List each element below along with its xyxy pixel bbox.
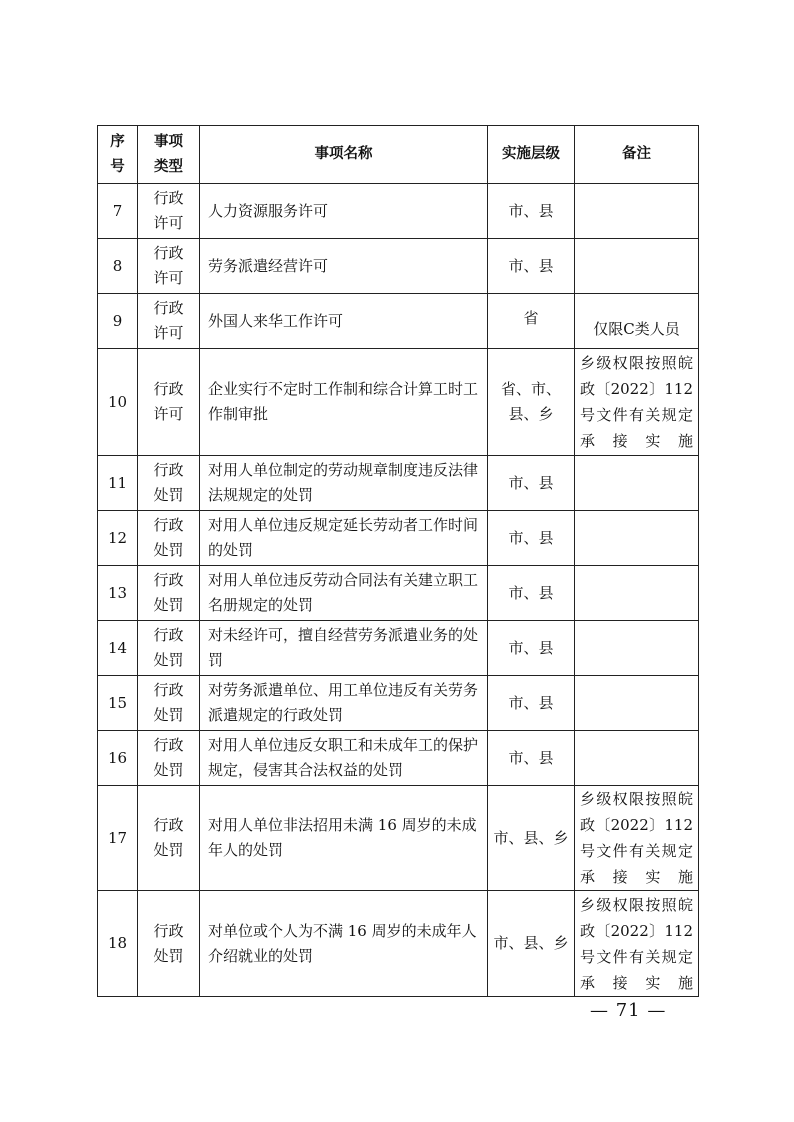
table-row [98, 731, 699, 786]
row-type: 行政处罚 [138, 621, 200, 676]
row-name: 外国人来华工作许可 [200, 294, 488, 349]
table-row [98, 676, 699, 731]
row-type: 行政处罚 [138, 566, 200, 621]
row-seq: 11 [98, 456, 138, 511]
table-row [98, 239, 699, 294]
row-level: 市、县 [488, 239, 575, 294]
row-seq: 15 [98, 676, 138, 731]
table-row [98, 566, 699, 621]
row-note: 仅限C类人员 [575, 294, 699, 349]
row-seq: 13 [98, 566, 138, 621]
row-level: 市、县 [488, 566, 575, 621]
row-type: 行政许可 [138, 349, 200, 456]
row-note [575, 621, 699, 676]
row-type: 行政许可 [138, 184, 200, 239]
row-type: 行政处罚 [138, 511, 200, 566]
row-level: 市、县 [488, 184, 575, 239]
row-type: 行政处罚 [138, 731, 200, 786]
row-level: 省、市、县、乡 [488, 349, 575, 456]
table-row [98, 511, 699, 566]
row-seq: 10 [98, 349, 138, 456]
row-seq: 17 [98, 786, 138, 891]
row-note: 乡级权限按照皖政〔2022〕112号文件有关规定承接实施 [575, 891, 699, 997]
row-name: 对用人单位违反劳动合同法有关建立职工名册规定的处罚 [200, 566, 488, 621]
row-note [575, 456, 699, 511]
row-seq: 14 [98, 621, 138, 676]
row-level: 市、县、乡 [488, 786, 575, 891]
row-level: 市、县 [488, 676, 575, 731]
row-level: 市、县 [488, 621, 575, 676]
row-seq: 7 [98, 184, 138, 239]
row-seq: 12 [98, 511, 138, 566]
row-level: 省 [488, 294, 575, 349]
row-name: 对单位或个人为不满 16 周岁的未成年人介绍就业的处罚 [200, 891, 488, 997]
header-seq: 序号 [98, 126, 138, 184]
row-type: 行政处罚 [138, 456, 200, 511]
row-name: 劳务派遣经营许可 [200, 239, 488, 294]
row-level: 市、县、乡 [488, 891, 575, 997]
row-name: 对用人单位制定的劳动规章制度违反法律法规规定的处罚 [200, 456, 488, 511]
row-name: 对劳务派遣单位、用工单位违反有关劳务派遣规定的行政处罚 [200, 676, 488, 731]
page-number: — 71 — [590, 1000, 667, 1021]
header-type: 事项类型 [138, 126, 200, 184]
row-note: 乡级权限按照皖政〔2022〕112号文件有关规定承接实施 [575, 786, 699, 891]
table-row [98, 184, 699, 239]
row-note [575, 239, 699, 294]
row-name: 企业实行不定时工作制和综合计算工时工作制审批 [200, 349, 488, 456]
row-seq: 16 [98, 731, 138, 786]
row-name: 对未经许可，擅自经营劳务派遣业务的处罚 [200, 621, 488, 676]
row-seq: 9 [98, 294, 138, 349]
table-row [98, 891, 699, 997]
table-row [98, 456, 699, 511]
row-note [575, 566, 699, 621]
row-type: 行政处罚 [138, 676, 200, 731]
row-name: 对用人单位违反女职工和未成年工的保护规定，侵害其合法权益的处罚 [200, 731, 488, 786]
row-name: 对用人单位违反规定延长劳动者工作时间的处罚 [200, 511, 488, 566]
row-type: 行政处罚 [138, 786, 200, 891]
items-table [97, 125, 699, 997]
row-type: 行政许可 [138, 239, 200, 294]
row-note [575, 731, 699, 786]
row-type: 行政许可 [138, 294, 200, 349]
row-name: 对用人单位非法招用未满 16 周岁的未成年人的处罚 [200, 786, 488, 891]
table-row [98, 294, 699, 349]
row-type: 行政处罚 [138, 891, 200, 997]
header-name: 事项名称 [200, 126, 488, 184]
row-level: 市、县 [488, 511, 575, 566]
table-row [98, 349, 699, 456]
row-level: 市、县 [488, 731, 575, 786]
table-row [98, 786, 699, 891]
row-seq: 18 [98, 891, 138, 997]
row-name: 人力资源服务许可 [200, 184, 488, 239]
row-note: 乡级权限按照皖政〔2022〕112号文件有关规定承接实施 [575, 349, 699, 456]
row-note [575, 184, 699, 239]
row-level: 市、县 [488, 456, 575, 511]
header-level: 实施层级 [488, 126, 575, 184]
row-note [575, 511, 699, 566]
row-note [575, 676, 699, 731]
table-row [98, 621, 699, 676]
header-note: 备注 [575, 126, 699, 184]
row-seq: 8 [98, 239, 138, 294]
table-header-row [98, 126, 699, 184]
